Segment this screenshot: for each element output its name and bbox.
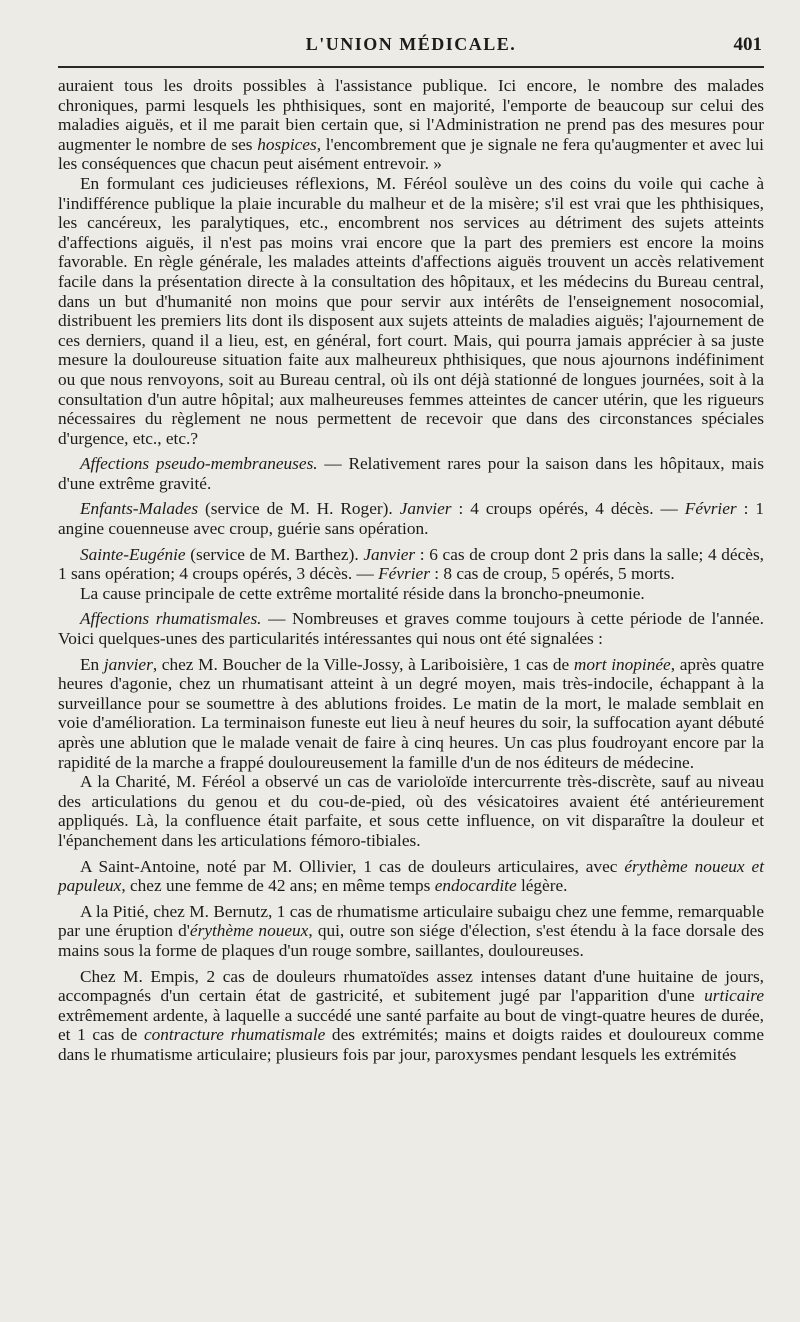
paragraph bbox=[58, 545, 764, 584]
italic-text-run: érythème noueux bbox=[189, 921, 309, 941]
text-run: — Relativement rares pour la saison dans les hôpitaux, mais d'une extrême gravité. bbox=[58, 454, 764, 493]
text-run: — Nombreuses et graves comme toujours à cette période de l'année. Voici quelques-unes des particularités intéressantes qui nous ont été signalées : bbox=[58, 609, 764, 649]
italic-text-run: urticaire bbox=[704, 986, 764, 1006]
text-run: En bbox=[80, 654, 104, 674]
text-run: extrêmement ardente, à laquelle a succédé une santé parfaite au bout de vingt-quatre heures de durée, et 1 cas de bbox=[58, 1005, 764, 1045]
text-run: : 1 angine couenneuse avec croup, guérie sans opération. bbox=[58, 499, 764, 539]
body-text bbox=[58, 76, 764, 1065]
text-run: A la Pitié, chez M. Bernutz, 1 cas de rhumatisme articulaire subaigu chez une femme, remarquable par une éruption d' bbox=[58, 901, 764, 941]
text-run: , chez M. Boucher de la Ville-Jossy, à Lariboisière, 1 cas de bbox=[152, 654, 574, 674]
italic-text-run: mort inopinée bbox=[573, 654, 671, 674]
text-run: A la Charité, M. Féréol a observé un cas de varioloïde intercurrente très-discrète, sauf au niveau des articulations du genou et du cou-de-pied, où des vésicatoires avaient été antérieurement appliqués. Là, la confluence était parfaite, et sous cette influence, on vit disparaître la douleur et l'épanchement dans les articulations fémoro-tibiales. bbox=[58, 772, 764, 850]
text-run: légère. bbox=[516, 876, 568, 896]
text-run: , après quatre heures d'agonie, chez un rhumatisant atteint à un degré moyen, mais très-indocile, échappant à la surveillance pour se soumettre à des ablutions froides. Le matin de la mort, le malade semblait en voie d'amélioration. La terminaison funeste eut lieu à neuf heures du soir, la suffocation ayant débuté après une ablution que le malade venait de faire à cinq heures. Un cas plus foudroyant encore par la rapidité de la marche a frappé douloureusement la famille d'un de nos éditeurs de médecine. bbox=[58, 654, 765, 772]
italic-text-run: endocardite bbox=[434, 876, 517, 896]
text-run: A Saint-Antoine, noté par M. Ollivier, 1 cas de douleurs articulaires, avec bbox=[80, 856, 625, 876]
italic-text-run: Janvier bbox=[363, 544, 416, 564]
text-run: En formulant ces judicieuses réflexions, M. Féréol soulève un des coins du voile qui cache à l'indifférence publique la plaie incurable du malheur et de la misère; s'il est vrai que les phthisiques, les cancéreux, les paralytiques, etc., encombrent nos services au détriment des sujets atteints d'affections aiguës, il n'est pas moins vrai encore que la part des premiers est encore la moins favorable. En règle générale, les malades atteints d'affections aiguës trouvent un accès relativement facile dans la présentation directe à la consultation des hôpitaux, et les médecins du Bureau central, dans un but d'humanité non moins que pour servir aux intérêts de l'enseignement nosocomial, distribuent les premiers lits dont ils disposent aux sujets atteints de maladies aiguës; l'ajournement de ces derniers, quand il a lieu, est, en général, fort court. Mais, qui pourra jamais apprécier à sa juste mesure la douloureuse situation faite aux malheureux phthisiques, que nous ajournons indéfiniment ou que nous renvoyons, soit au Bureau central, où ils ont déjà stationné de longues journées, soit à la consultation d'un autre hôpital; aux malheureuses femmes atteintes de cancer utérin, que les rigueurs nécessaires du règlement ne nous permettent de recevoir que dans des circonstances spéciales d'urgence, etc., etc.? bbox=[58, 173, 764, 448]
text-run: , l'encombrement que je signale ne fera qu'augmenter et avec lui les conséquences que chacun peut aisément entrevoir. » bbox=[58, 134, 764, 174]
text-run: (service de M. Barthez). bbox=[185, 544, 364, 564]
paragraph bbox=[58, 454, 764, 493]
italic-text-run: Sainte-Eugénie bbox=[80, 544, 186, 564]
paragraph bbox=[58, 499, 764, 538]
paragraph bbox=[58, 76, 764, 174]
paragraph bbox=[58, 584, 764, 604]
text-run: , qui, outre son siége d'élection, s'est étendu à la face dorsale des mains sous la forme de plaques d'un rouge sombre, saillantes, douloureuses. bbox=[58, 921, 764, 960]
text-run: : 8 cas de croup, 5 opérés, 5 morts. bbox=[429, 564, 675, 584]
text-run: (service de M. H. Roger). bbox=[198, 499, 400, 519]
italic-text-run: Affections pseudo-membraneuses. bbox=[80, 454, 318, 474]
paragraph bbox=[58, 655, 764, 773]
italic-text-run: Enfants-Malades bbox=[80, 499, 199, 519]
text-run: auraient tous les droits possibles à l'assistance publique. Ici encore, le nombre des malades chroniques, parmi lesquels les phthisiques, sont en majorité, l'emporte de beaucoup sur celui des maladies aiguës, et il me parait bien certain que, si l'Administration ne prend pas des mesures pour augmenter le nombre de ses bbox=[58, 76, 764, 154]
paragraph bbox=[58, 609, 764, 648]
paragraph bbox=[58, 772, 764, 850]
paragraph bbox=[58, 857, 764, 896]
italic-text-run: hospices bbox=[257, 134, 317, 154]
journal-title: L'UNION MÉDICALE. bbox=[305, 34, 517, 54]
text-run: La cause principale de cette extrême mortalité réside dans la broncho-pneumonie. bbox=[80, 583, 645, 603]
running-header bbox=[58, 30, 764, 60]
italic-text-run: Janvier bbox=[399, 499, 452, 519]
text-run: des extrémités; mains et doigts raides et douloureux comme dans le rhumatisme articulaire; plusieurs fois par jour, paroxysmes pendant lesquels les extrémités bbox=[58, 1025, 764, 1064]
text-run: Chez M. Empis, 2 cas de douleurs rhumatoïdes assez intenses datant d'une huitaine de jours, accompagnés d'un certain état de gastricité, et subitement jugé par l'apparition d'une bbox=[58, 966, 764, 1006]
page-number: 401 bbox=[733, 34, 762, 55]
italic-text-run: Affections rhumatismales. bbox=[80, 609, 262, 629]
text-run: : 4 croups opérés, 4 décès. — bbox=[451, 499, 685, 519]
italic-text-run: Février bbox=[684, 499, 737, 519]
paragraph bbox=[58, 902, 764, 961]
text-run: : 6 cas de croup dont 2 pris dans la salle; 4 décès, 1 sans opération; 4 croups opérés, 3 décès. — bbox=[58, 544, 764, 584]
paragraph bbox=[58, 967, 764, 1065]
italic-text-run: érythème noueux et papuleux bbox=[58, 856, 764, 896]
italic-text-run: contracture rhumatismale bbox=[143, 1025, 326, 1045]
paragraph bbox=[58, 174, 764, 448]
header-rule bbox=[58, 66, 764, 68]
text-run: , chez une femme de 42 ans; en même temps bbox=[121, 876, 435, 896]
italic-text-run: janvier bbox=[103, 654, 153, 674]
italic-text-run: Février bbox=[378, 564, 430, 584]
